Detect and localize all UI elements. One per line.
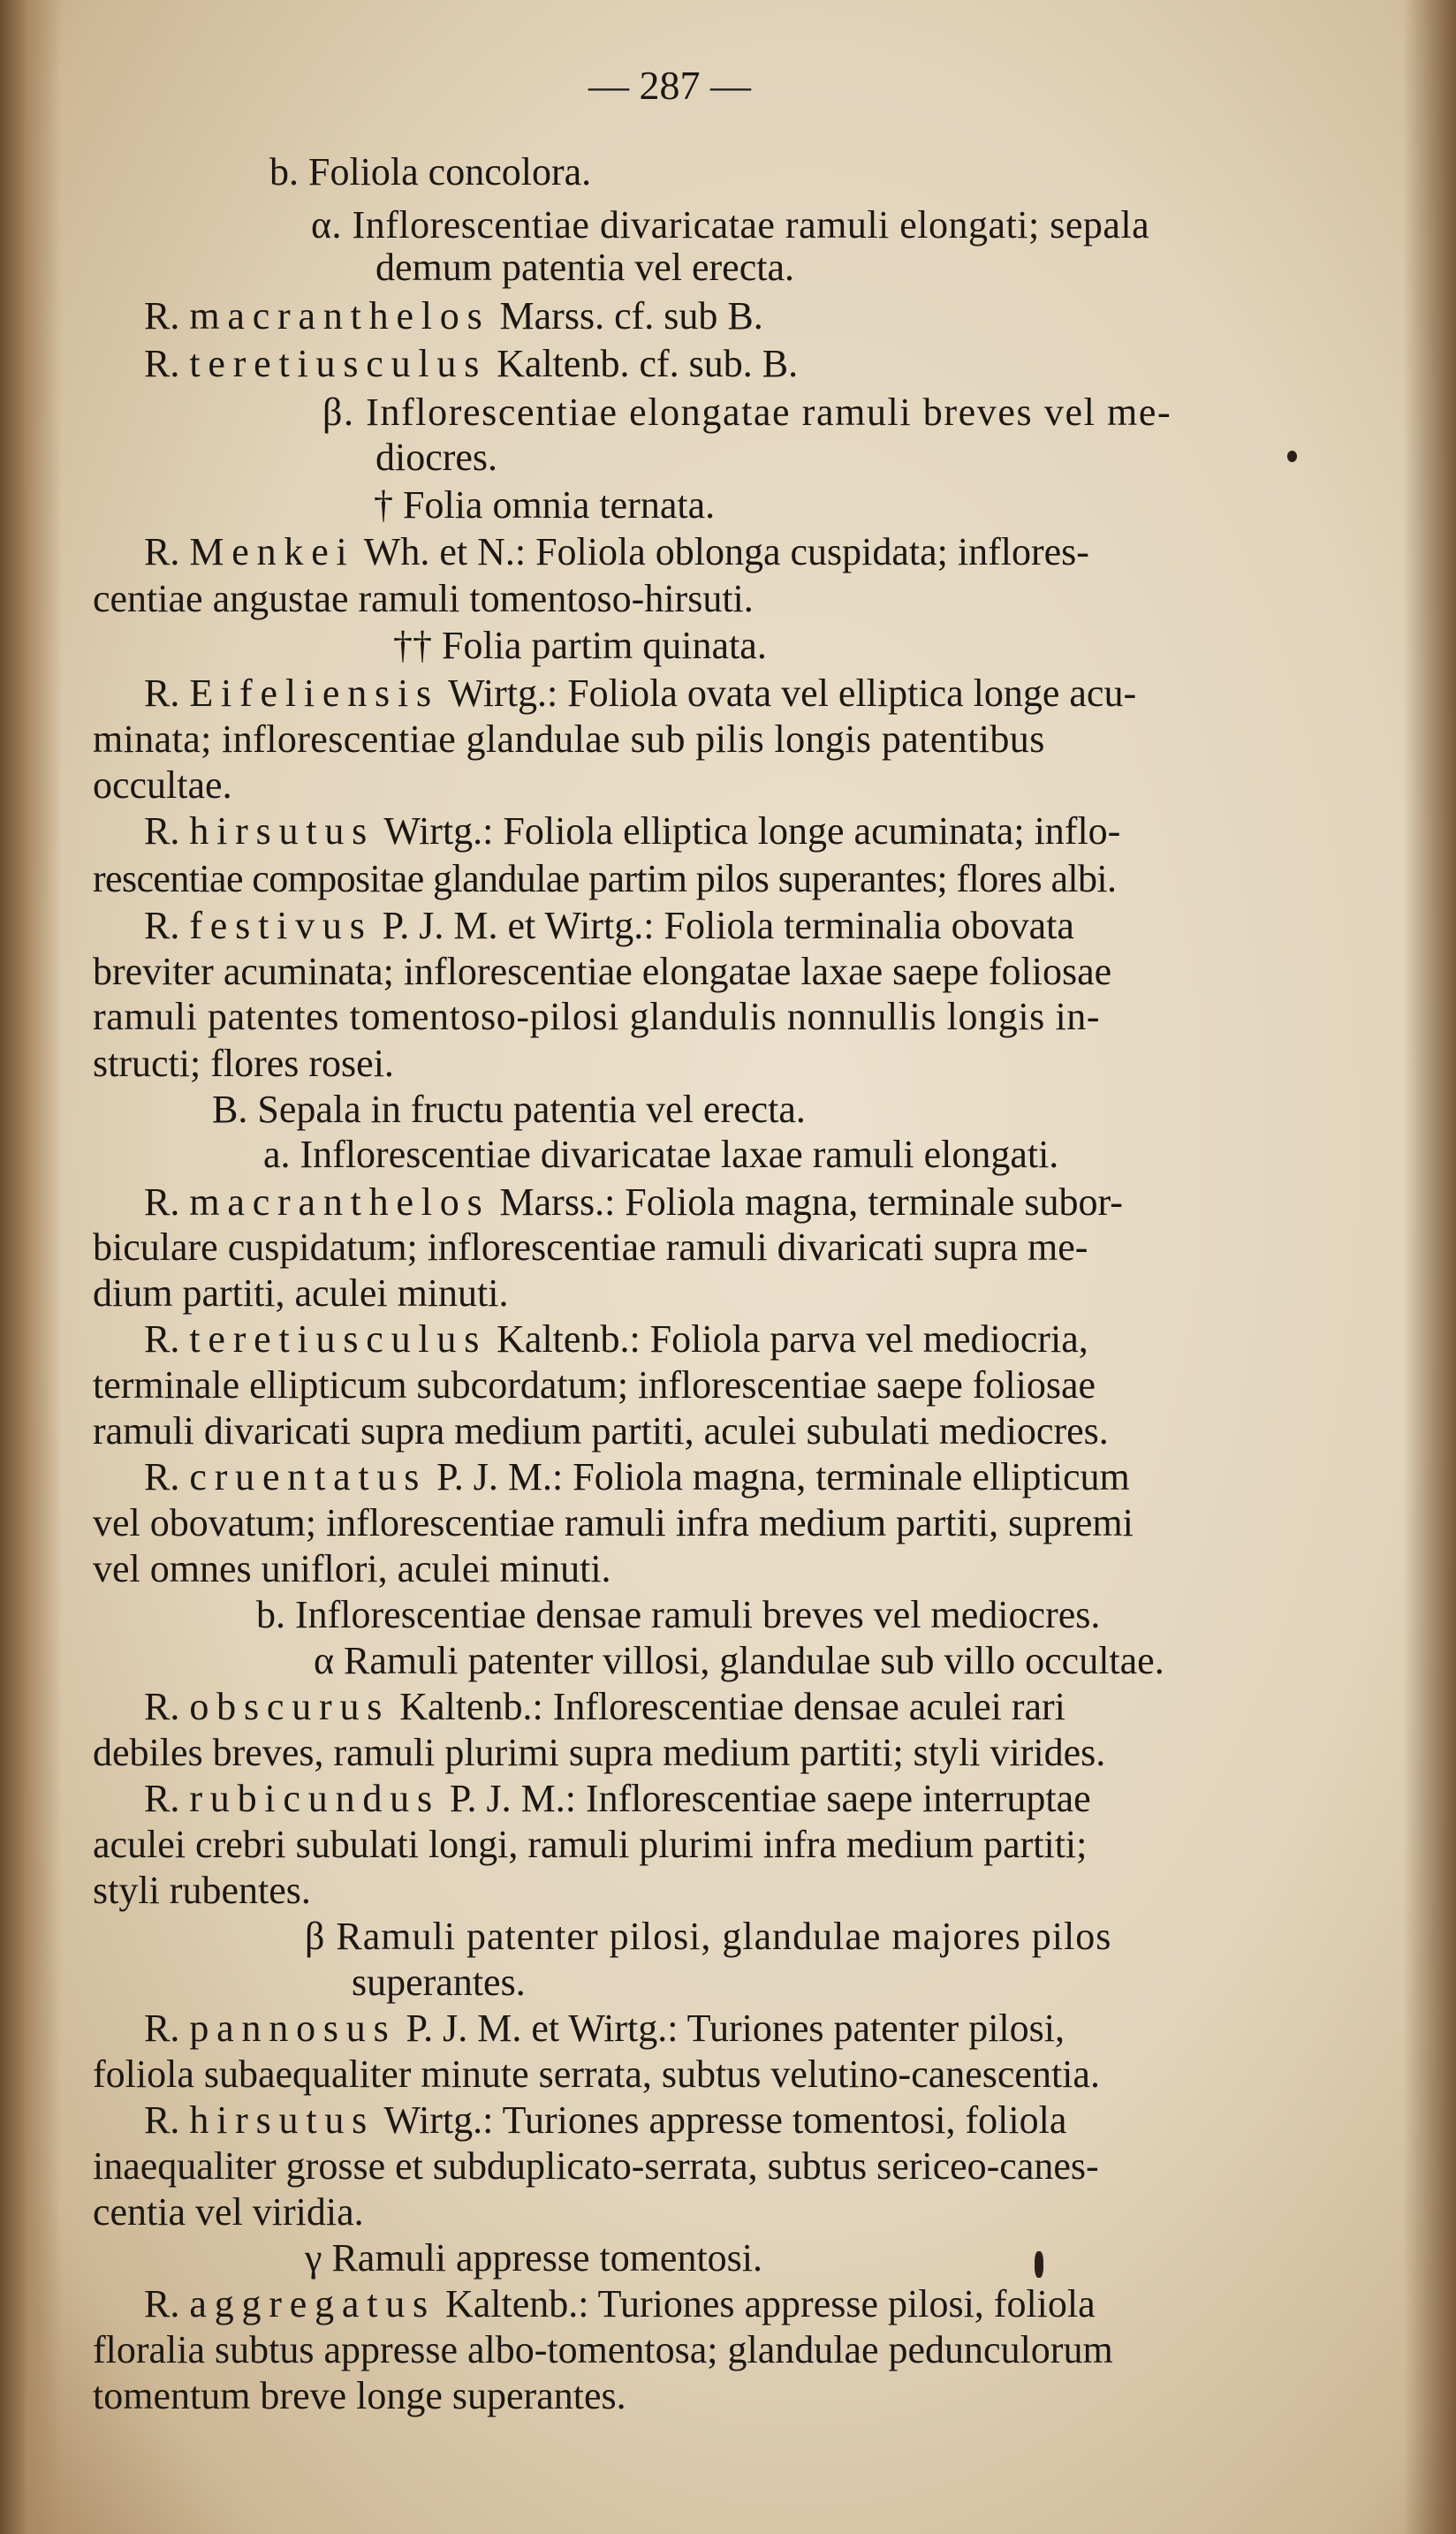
text-line: inaequaliter grosse et subduplicato-serrata, subtus sericeo-canes- <box>93 2144 1099 2188</box>
species-entry: R. festivus P. J. M. et Wirtg.: Foliola terminalia obovata <box>144 904 1074 947</box>
species-entry: R. Menkei Wh. et N.: Foliola oblonga cuspidata; inflores- <box>144 530 1089 573</box>
species-name: hirsutus <box>189 809 375 853</box>
text-line: vel omnes uniflori, aculei minuti. <box>93 1547 611 1590</box>
section-heading: b. Inflorescentiae densae ramuli breves vel mediocres. <box>256 1593 1101 1636</box>
text-line: β. Inflorescentiae elongatae ramuli breves vel me- <box>322 391 1172 434</box>
species-entry: R. rubicundus P. J. M.: Inflorescentiae saepe interruptae <box>144 1777 1091 1820</box>
text-line: terminale ellipticum subcordatum; inflorescentiae saepe foliosae <box>93 1363 1096 1407</box>
text-line: diocres. <box>375 436 498 479</box>
page-number: — 287 — <box>588 63 751 108</box>
species-entry: R. pannosus P. J. M. et Wirtg.: Turiones patenter pilosi, <box>144 2007 1065 2050</box>
text-line: floralia subtus appresse albo-tomentosa; glandulae pedunculorum <box>93 2328 1113 2371</box>
text-line: vel obovatum; inflorescentiae ramuli infra medium partiti, supremi <box>93 1501 1134 1544</box>
text-line: tomentum breve longe superantes. <box>93 2374 626 2417</box>
text-line: α. Inflorescentiae divaricatae ramuli elongati; sepala <box>311 203 1150 247</box>
text-line: α Ramuli patenter villosi, glandulae sub villo occultae. <box>314 1639 1164 1682</box>
species-entry: R. obscurus Kaltenb.: Inflorescentiae densae aculei rari <box>144 1685 1065 1728</box>
text-line: breviter acuminata; inflorescentiae elongatae laxae saepe foliosae <box>93 950 1112 993</box>
species-name: Menkei <box>189 530 355 573</box>
species-name: obscurus <box>189 1685 391 1728</box>
text-line: aculei crebri subulati longi, ramuli plurimi infra medium partiti; <box>93 1823 1088 1866</box>
species-entry: R. teretiusculus Kaltenb.: Foliola parva vel mediocria, <box>144 1317 1088 1361</box>
text-line: centia vel viridia. <box>93 2190 364 2234</box>
text-line: superantes. <box>352 1961 526 2004</box>
text-line: ramuli patentes tomentoso-pilosi glandulis nonnullis longis in- <box>93 995 1101 1038</box>
species-name: cruentatus <box>189 1455 428 1498</box>
section-heading: a. Inflorescentiae divaricatae laxae ramuli elongati. <box>263 1133 1059 1176</box>
species-entry: R. hirsutus Wirtg.: Turiones appresse tomentosi, foliola <box>144 2098 1067 2142</box>
species-entry: R. cruentatus P. J. M.: Foliola magna, terminale ellipticum <box>144 1455 1130 1498</box>
text-line: minata; inflorescentiae glandulae sub pilis longis patentibus <box>93 717 1045 761</box>
species-entry: R. macranthelos Marss.: Foliola magna, terminale subor- <box>144 1180 1123 1224</box>
species-name: festivus <box>189 904 373 947</box>
text-line: centiae angustae ramuli tomentoso-hirsuti. <box>93 577 754 620</box>
text-line: rescentiae compositae glandulae partim pilos superantes; flores albi. <box>93 857 1117 900</box>
species-name: macranthelos <box>189 1180 490 1224</box>
text-line: foliola subaequaliter minute serrata, subtus velutino-canescentia. <box>93 2052 1100 2096</box>
species-name: teretiusculus <box>189 342 488 385</box>
species-entry: R. teretiusculus Kaltenb. cf. sub. B. <box>144 342 799 385</box>
text-line: demum patentia vel erecta. <box>375 246 794 289</box>
section-heading: B. Sepala in fructu patentia vel erecta. <box>212 1088 806 1131</box>
text-line: ramuli divaricati supra medium partiti, aculei subulati mediocres. <box>93 1409 1109 1453</box>
species-name: hirsutus <box>189 2098 375 2142</box>
species-name: macranthelos <box>189 294 490 338</box>
text-line: †† Folia partim quinata. <box>393 624 767 667</box>
text-line: debiles breves, ramuli plurimi supra medium partiti; styli virides. <box>93 1731 1106 1774</box>
text-line: dium partiti, aculei minuti. <box>93 1271 509 1315</box>
species-entry: R. Eifeliensis Wirtg.: Foliola ovata vel elliptica longe acu- <box>144 671 1137 715</box>
text-line: γ Ramuli appresse tomentosi. <box>305 2236 763 2280</box>
species-name: teretiusculus <box>189 1317 488 1361</box>
text-line: β Ramuli patenter pilosi, glandulae majores pilos <box>305 1915 1112 1958</box>
species-entry: R. macranthelos Marss. cf. sub B. <box>144 294 763 338</box>
species-name: rubicundus <box>189 1777 440 1820</box>
species-name: Eifeliensis <box>189 671 439 715</box>
species-name: pannosus <box>189 2007 397 2050</box>
species-entry: R. hirsutus Wirtg.: Foliola elliptica longe acuminata; inflo- <box>144 809 1121 853</box>
text-line: † Folia omnia ternata. <box>374 483 716 527</box>
text-line: occultae. <box>93 763 232 807</box>
text-line: styli rubentes. <box>93 1869 311 1912</box>
species-entry: R. aggregatus Kaltenb.: Turiones appresse pilosi, foliola <box>144 2282 1096 2325</box>
species-name: aggregatus <box>189 2282 436 2325</box>
text-line: b. Foliola concolora. <box>269 150 592 193</box>
text-line: biculare cuspidatum; inflorescentiae ramuli divaricati supra me- <box>93 1225 1088 1269</box>
text-line: structi; flores rosei. <box>93 1042 394 1085</box>
